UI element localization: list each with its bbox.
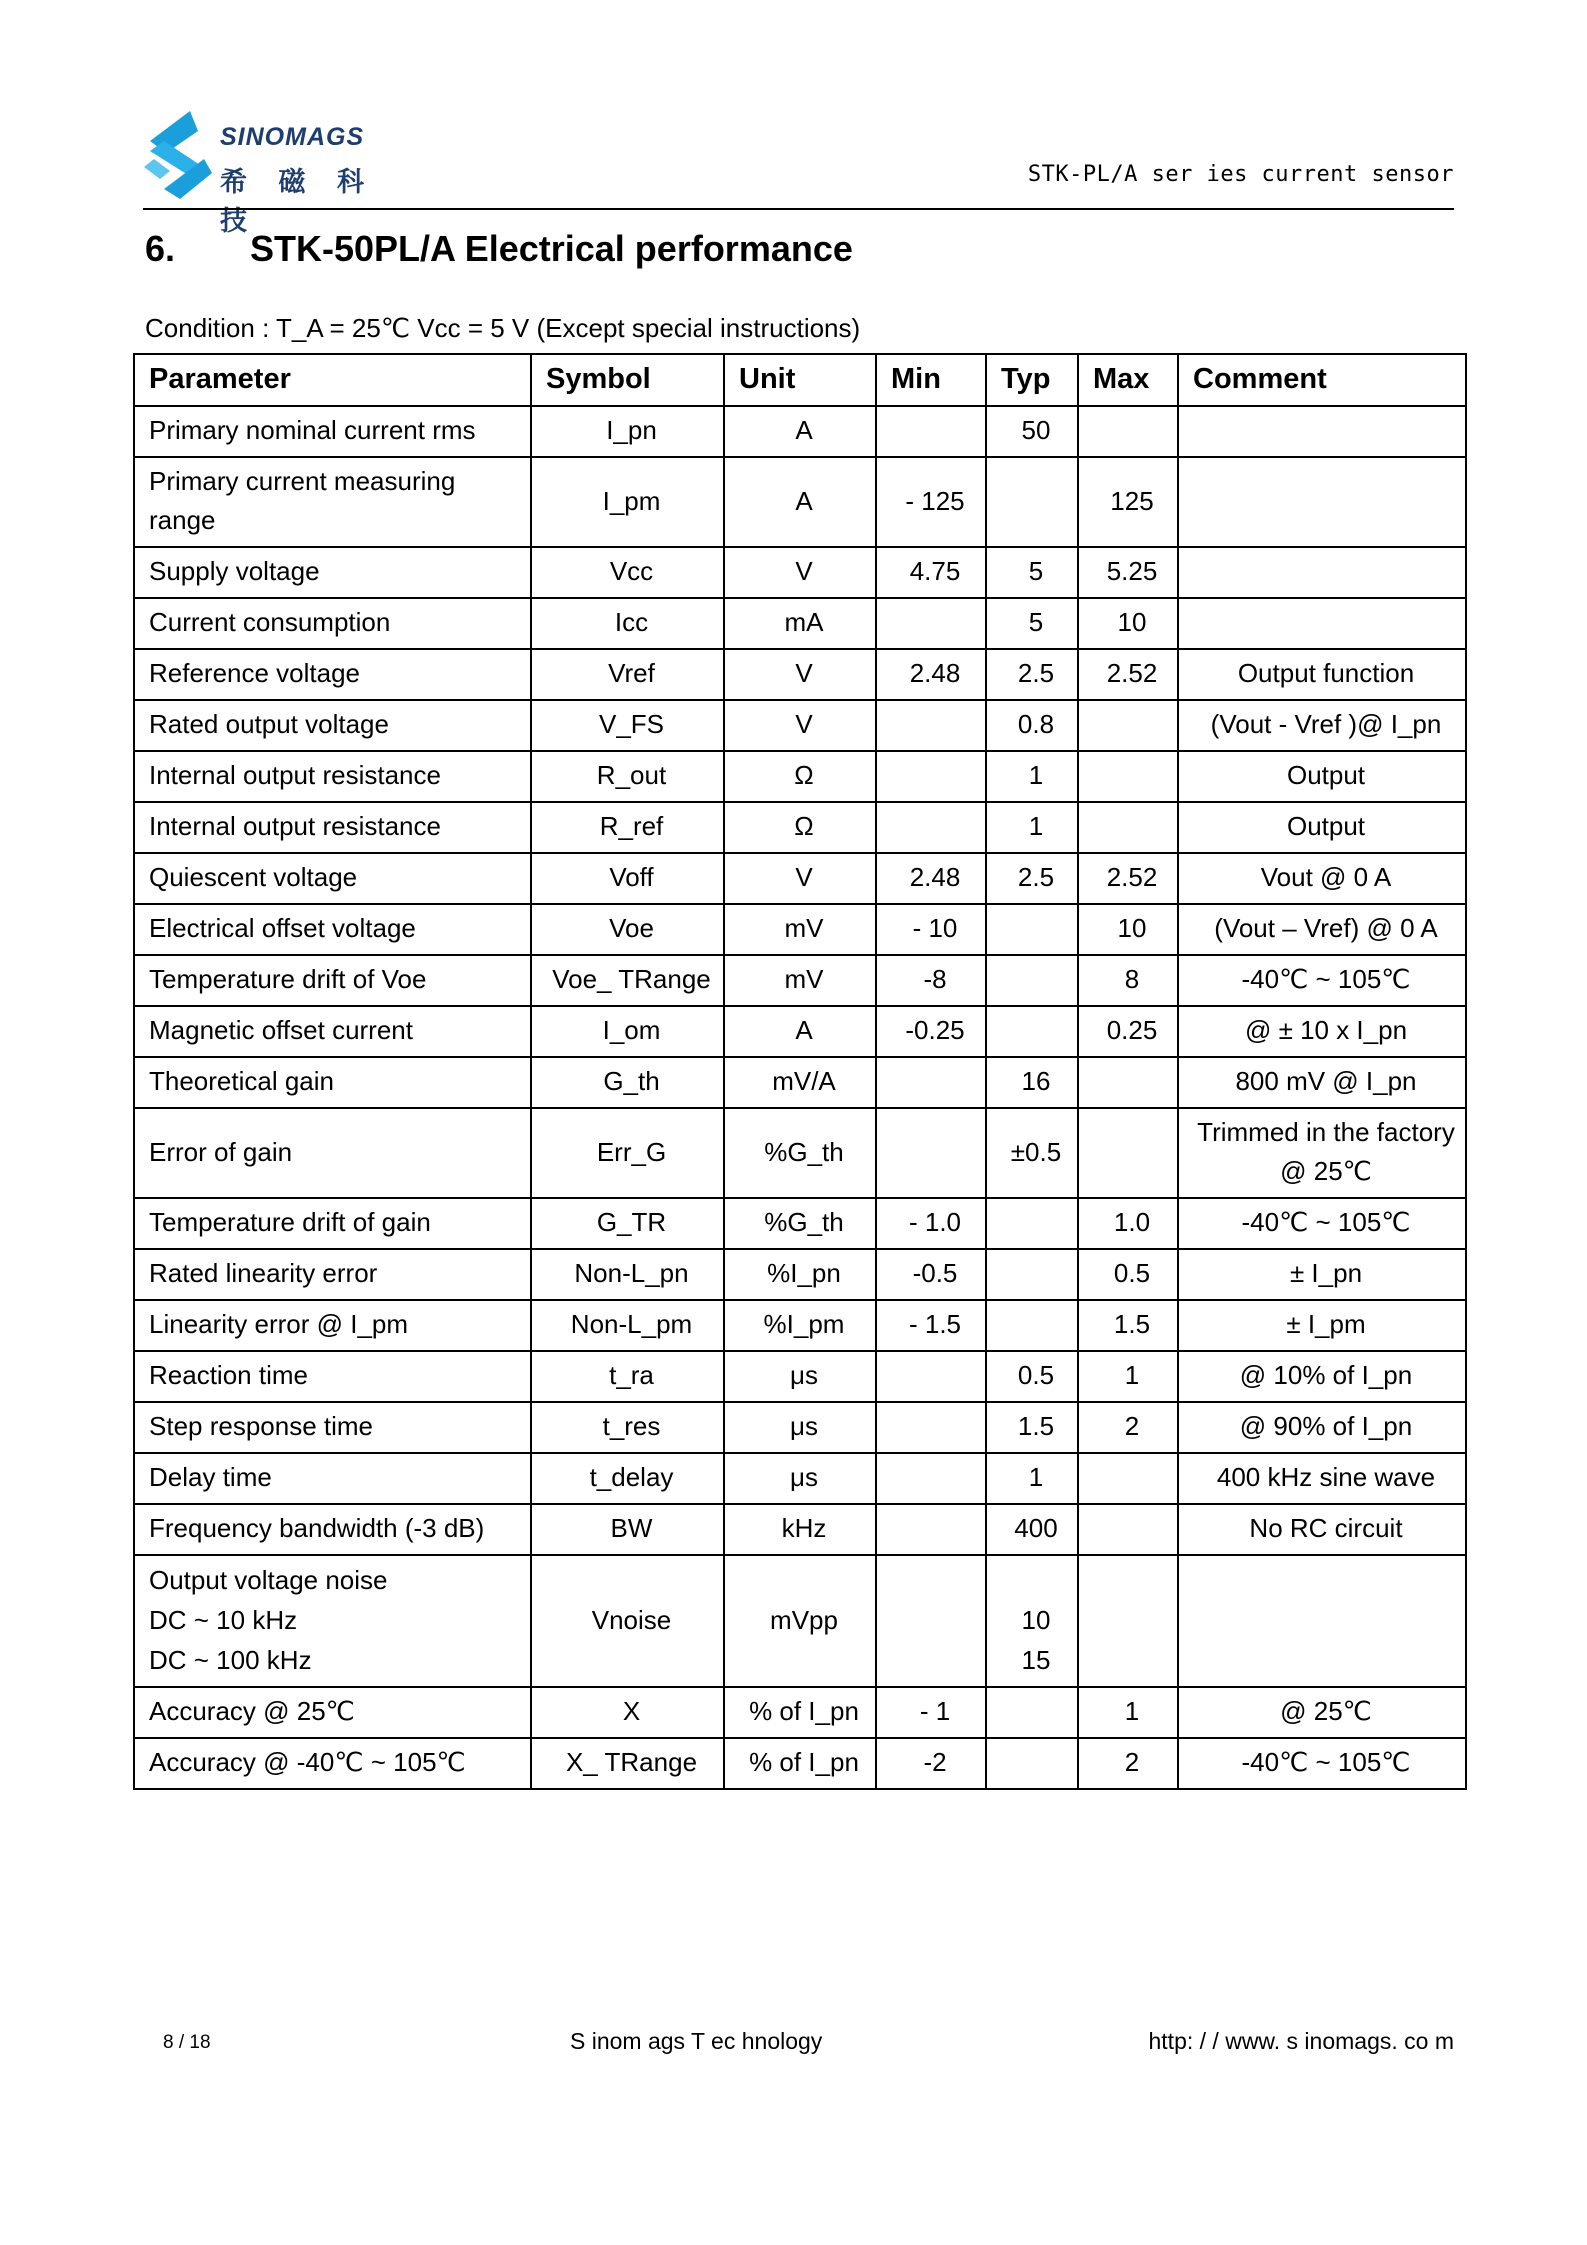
cell-param: Current consumption — [134, 598, 531, 649]
cell-max: 10 — [1078, 904, 1178, 955]
cell-unit: Ω — [724, 751, 876, 802]
cell-min: -2 — [876, 1738, 986, 1789]
cell-typ — [986, 904, 1078, 955]
cell-symbol: G_TR — [531, 1198, 724, 1249]
cell-typ: 2.5 — [986, 853, 1078, 904]
cell-symbol: Non-L_pn — [531, 1249, 724, 1300]
cell-comment: (Vout – Vref) @ 0 A — [1178, 904, 1466, 955]
cell-symbol: Vref — [531, 649, 724, 700]
cell-typ: 1 — [986, 751, 1078, 802]
cell-comment — [1178, 457, 1466, 547]
cell-symbol: R_ref — [531, 802, 724, 853]
param-line: DC ~ 100 kHz — [149, 1645, 312, 1675]
cell-min — [876, 1351, 986, 1402]
table-row — [134, 1687, 1466, 1738]
cell-max — [1078, 406, 1178, 457]
cell-symbol: Voff — [531, 853, 724, 904]
cell-comment — [1178, 406, 1466, 457]
cell-comment: @ 90% of I_pn — [1178, 1402, 1466, 1453]
cell-param: Reaction time — [134, 1351, 531, 1402]
cell-typ: 1 — [986, 802, 1078, 853]
brand-name-cn: 希 磁 科 技 — [220, 167, 377, 236]
table-row — [134, 1300, 1466, 1351]
cell-symbol: I_om — [531, 1006, 724, 1057]
cell-max: 0.5 — [1078, 1249, 1178, 1300]
cell-max — [1078, 1504, 1178, 1555]
cell-unit: mVpp — [724, 1555, 876, 1687]
cell-symbol: Voe — [531, 904, 724, 955]
cell-param — [134, 1555, 531, 1687]
table-row — [134, 700, 1466, 751]
cell-comment: -40℃ ~ 105℃ — [1178, 1738, 1466, 1789]
cell-min — [876, 1504, 986, 1555]
cell-typ: ±0.5 — [986, 1108, 1078, 1198]
cell-comment: @ 10% of I_pn — [1178, 1351, 1466, 1402]
cell-max: 8 — [1078, 955, 1178, 1006]
cell-comment: Trimmed in the factory @ 25℃ — [1178, 1108, 1466, 1198]
brand-name-en: SINOMAGS — [220, 123, 365, 151]
cell-unit: V — [724, 853, 876, 904]
cell-param: Magnetic offset current — [134, 1006, 531, 1057]
cell-min — [876, 598, 986, 649]
cell-comment — [1178, 598, 1466, 649]
table-row — [134, 1453, 1466, 1504]
cell-symbol: X_ TRange — [531, 1738, 724, 1789]
footer-company: S inom ags T ec hnology — [570, 2028, 823, 2054]
cell-typ: 5 — [986, 598, 1078, 649]
cell-min — [876, 802, 986, 853]
cell-typ — [986, 457, 1078, 547]
table-row — [134, 904, 1466, 955]
cell-min — [876, 1057, 986, 1108]
cell-min: -8 — [876, 955, 986, 1006]
cell-typ: 16 — [986, 1057, 1078, 1108]
table-row — [134, 598, 1466, 649]
cell-typ: 400 — [986, 1504, 1078, 1555]
cell-typ — [986, 955, 1078, 1006]
cell-typ — [986, 1738, 1078, 1789]
cell-param: Rated linearity error — [134, 1249, 531, 1300]
cell-unit: mV/A — [724, 1057, 876, 1108]
cell-param: Internal output resistance — [134, 802, 531, 853]
cell-symbol: I_pm — [531, 457, 724, 547]
cell-typ: 2.5 — [986, 649, 1078, 700]
cell-param: Quiescent voltage — [134, 853, 531, 904]
cell-param: Primary current measuring range — [134, 457, 531, 547]
cell-comment: ± I_pm — [1178, 1300, 1466, 1351]
table-row — [134, 1057, 1466, 1108]
cell-symbol: I_pn — [531, 406, 724, 457]
test-condition: Condition : T_A = 25℃ Vcc = 5 V (Except special instructions) — [145, 313, 861, 343]
cell-param: Temperature drift of gain — [134, 1198, 531, 1249]
cell-min — [876, 1453, 986, 1504]
cell-symbol: Voe_ TRange — [531, 955, 724, 1006]
table-header-row — [134, 354, 1466, 406]
cell-symbol: Icc — [531, 598, 724, 649]
cell-symbol: t_delay — [531, 1453, 724, 1504]
header-divider — [143, 208, 1454, 210]
cell-typ — [986, 1300, 1078, 1351]
cell-min: - 1.0 — [876, 1198, 986, 1249]
cell-min: 4.75 — [876, 547, 986, 598]
cell-symbol: Vnoise — [531, 1555, 724, 1687]
cell-unit: % of I_pn — [724, 1687, 876, 1738]
cell-max — [1078, 751, 1178, 802]
cell-param: Internal output resistance — [134, 751, 531, 802]
cell-unit: μs — [724, 1453, 876, 1504]
footer-url: http: / / www. s inomags. co m — [1148, 2028, 1454, 2054]
cell-symbol: t_ra — [531, 1351, 724, 1402]
cell-param: Accuracy @ 25℃ — [134, 1687, 531, 1738]
cell-unit: V — [724, 700, 876, 751]
cell-unit: %G_th — [724, 1198, 876, 1249]
table-row — [134, 649, 1466, 700]
cell-param: Reference voltage — [134, 649, 531, 700]
cell-comment: Output function — [1178, 649, 1466, 700]
cell-unit: %G_th — [724, 1108, 876, 1198]
table-row — [134, 1198, 1466, 1249]
cell-min: - 1 — [876, 1687, 986, 1738]
cell-comment — [1178, 547, 1466, 598]
section-heading — [145, 228, 853, 270]
cell-max: 125 — [1078, 457, 1178, 547]
cell-comment: @ 25℃ — [1178, 1687, 1466, 1738]
cell-min: -0.25 — [876, 1006, 986, 1057]
cell-max — [1078, 1555, 1178, 1687]
cell-min — [876, 1108, 986, 1198]
param-line: Output voltage noise — [149, 1565, 388, 1595]
cell-min: 2.48 — [876, 649, 986, 700]
cell-max — [1078, 1057, 1178, 1108]
cell-param: Delay time — [134, 1453, 531, 1504]
cell-max — [1078, 1453, 1178, 1504]
company-logo — [140, 105, 400, 236]
section-number: 6. — [145, 228, 176, 269]
cell-min: -0.5 — [876, 1249, 986, 1300]
cell-typ: 1.5 — [986, 1402, 1078, 1453]
cell-param: Electrical offset voltage — [134, 904, 531, 955]
cell-symbol: R_out — [531, 751, 724, 802]
col-header-param: Parameter — [134, 354, 531, 406]
cell-unit: %I_pn — [724, 1249, 876, 1300]
cell-comment: (Vout - Vref )@ I_pn — [1178, 700, 1466, 751]
cell-max: 1.5 — [1078, 1300, 1178, 1351]
col-header-symbol: Symbol — [531, 354, 724, 406]
cell-unit: A — [724, 457, 876, 547]
cell-unit: μs — [724, 1402, 876, 1453]
table-row — [134, 1504, 1466, 1555]
cell-param: Frequency bandwidth (-3 dB) — [134, 1504, 531, 1555]
table-row — [134, 1402, 1466, 1453]
typ-line: 15 — [1021, 1645, 1051, 1675]
table-row — [134, 853, 1466, 904]
cell-max — [1078, 1108, 1178, 1198]
cell-min: 2.48 — [876, 853, 986, 904]
cell-unit: mV — [724, 904, 876, 955]
cell-param: Theoretical gain — [134, 1057, 531, 1108]
cell-max: 2 — [1078, 1402, 1178, 1453]
cell-param: Primary nominal current rms — [134, 406, 531, 457]
cell-max: 1.0 — [1078, 1198, 1178, 1249]
cell-typ: 1 — [986, 1453, 1078, 1504]
col-header-comment: Comment — [1178, 354, 1466, 406]
cell-comment: -40℃ ~ 105℃ — [1178, 1198, 1466, 1249]
cell-param: Rated output voltage — [134, 700, 531, 751]
page-number: 8 / 18 — [163, 2032, 211, 2053]
cell-min — [876, 1402, 986, 1453]
cell-typ: 0.5 — [986, 1351, 1078, 1402]
table-row — [134, 457, 1466, 547]
cell-unit: kHz — [724, 1504, 876, 1555]
cell-param: Supply voltage — [134, 547, 531, 598]
table-row — [134, 1351, 1466, 1402]
cell-unit: Ω — [724, 802, 876, 853]
cell-unit: A — [724, 406, 876, 457]
cell-min — [876, 751, 986, 802]
col-header-typ: Typ — [986, 354, 1078, 406]
sinomags-s-mark-icon — [140, 105, 214, 205]
cell-param: Accuracy @ -40℃ ~ 105℃ — [134, 1738, 531, 1789]
cell-unit: V — [724, 547, 876, 598]
header-note: STK-PL/A ser ies current sensor — [1027, 162, 1454, 187]
cell-symbol: Vcc — [531, 547, 724, 598]
table-row — [134, 751, 1466, 802]
cell-max: 2.52 — [1078, 853, 1178, 904]
cell-comment: 400 kHz sine wave — [1178, 1453, 1466, 1504]
cell-symbol: V_FS — [531, 700, 724, 751]
cell-symbol: t_res — [531, 1402, 724, 1453]
table-row — [134, 1249, 1466, 1300]
cell-min: - 1.5 — [876, 1300, 986, 1351]
cell-max: 5.25 — [1078, 547, 1178, 598]
cell-max: 1 — [1078, 1351, 1178, 1402]
cell-unit: A — [724, 1006, 876, 1057]
cell-min — [876, 700, 986, 751]
cell-symbol: BW — [531, 1504, 724, 1555]
cell-param: Error of gain — [134, 1108, 531, 1198]
cell-max — [1078, 700, 1178, 751]
cell-max: 10 — [1078, 598, 1178, 649]
cell-typ — [986, 1006, 1078, 1057]
cell-typ — [986, 1555, 1078, 1687]
cell-typ: 0.8 — [986, 700, 1078, 751]
cell-min — [876, 406, 986, 457]
cell-comment: Vout @ 0 A — [1178, 853, 1466, 904]
cell-typ: 5 — [986, 547, 1078, 598]
cell-typ — [986, 1687, 1078, 1738]
cell-symbol: X — [531, 1687, 724, 1738]
cell-unit: μs — [724, 1351, 876, 1402]
cell-comment — [1178, 1555, 1466, 1687]
cell-typ — [986, 1249, 1078, 1300]
table-row — [134, 547, 1466, 598]
col-header-unit: Unit — [724, 354, 876, 406]
cell-min — [876, 1555, 986, 1687]
table-row — [134, 802, 1466, 853]
cell-typ: 50 — [986, 406, 1078, 457]
cell-unit: V — [724, 649, 876, 700]
table-row — [134, 1738, 1466, 1789]
cell-comment: 800 mV @ I_pn — [1178, 1057, 1466, 1108]
table-row — [134, 1108, 1466, 1198]
cell-max: 1 — [1078, 1687, 1178, 1738]
table-row — [134, 406, 1466, 457]
typ-line: 10 — [1021, 1605, 1051, 1635]
param-line: DC ~ 10 kHz — [149, 1605, 298, 1635]
col-header-max: Max — [1078, 354, 1178, 406]
cell-param: Step response time — [134, 1402, 531, 1453]
cell-min: - 10 — [876, 904, 986, 955]
cell-symbol: Err_G — [531, 1108, 724, 1198]
cell-comment: No RC circuit — [1178, 1504, 1466, 1555]
section-title: STK-50PL/A Electrical performance — [250, 228, 853, 269]
cell-max — [1078, 802, 1178, 853]
cell-max: 0.25 — [1078, 1006, 1178, 1057]
cell-param: Temperature drift of Voe — [134, 955, 531, 1006]
cell-comment: Output — [1178, 751, 1466, 802]
cell-comment: -40℃ ~ 105℃ — [1178, 955, 1466, 1006]
col-header-min: Min — [876, 354, 986, 406]
cell-comment: ± I_pn — [1178, 1249, 1466, 1300]
cell-max: 2 — [1078, 1738, 1178, 1789]
table-row — [134, 1555, 1466, 1687]
table-row — [134, 955, 1466, 1006]
cell-unit: mV — [724, 955, 876, 1006]
cell-unit: %I_pm — [724, 1300, 876, 1351]
cell-comment: Output — [1178, 802, 1466, 853]
cell-symbol: G_th — [531, 1057, 724, 1108]
cell-symbol: Non-L_pm — [531, 1300, 724, 1351]
cell-unit: % of I_pn — [724, 1738, 876, 1789]
cell-max: 2.52 — [1078, 649, 1178, 700]
cell-min: - 125 — [876, 457, 986, 547]
cell-comment: @ ± 10 x I_pn — [1178, 1006, 1466, 1057]
cell-param: Linearity error @ I_pm — [134, 1300, 531, 1351]
cell-typ — [986, 1198, 1078, 1249]
table-row — [134, 1006, 1466, 1057]
electrical-performance-table — [133, 353, 1467, 1790]
cell-unit: mA — [724, 598, 876, 649]
